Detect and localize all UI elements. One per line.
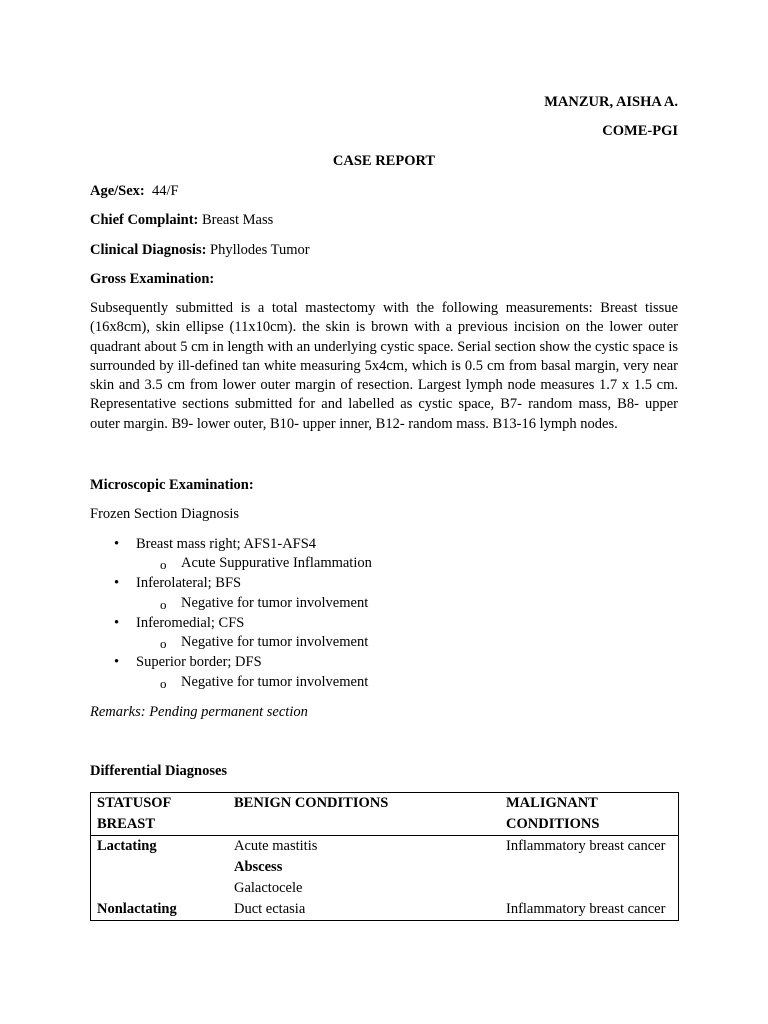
table-row [91,836,679,900]
bullet-icon: • [114,536,120,552]
bullet-icon: • [114,654,120,670]
program-label: COME-PGI [602,123,678,139]
status-cell: Lactating [97,838,157,854]
benign-cell [228,836,500,900]
malignant-cell: Inflammatory breast cancer [506,901,666,917]
benign-item: Acute mastitis [234,838,318,854]
sub-bullet-icon: o [160,676,167,691]
malignant-cell: Inflammatory breast cancer [506,838,666,854]
benign-item: Galactocele [234,880,303,896]
clinical-diagnosis-row [90,242,310,259]
sub-bullet-icon: o [160,597,167,612]
report-title: CASE REPORT [332,153,436,169]
age-sex-label: Age/Sex: [90,183,145,199]
bullet-icon: • [114,575,120,591]
list-subitem: Negative for tumor involvement [181,595,369,611]
gross-exam-heading: Gross Examination: [90,271,215,287]
frozen-section-heading: Frozen Section Diagnosis [90,506,240,522]
list-item: Inferomedial; CFS [136,615,245,631]
benign-cell [228,899,500,921]
list-subitem: Negative for tumor involvement [181,674,369,690]
chief-complaint-label: Chief Complaint: [90,212,199,228]
bullet-icon: • [114,615,120,631]
chief-complaint-row [90,212,273,229]
age-sex-row [90,183,179,200]
clinical-diagnosis-label: Clinical Diagnosis: [90,242,207,258]
column-header-status: STATUSOF BREAST [91,793,229,836]
sub-bullet-icon: o [160,557,167,572]
list-subitem: Acute Suppurative Inflammation [181,555,372,571]
chief-complaint-value: Breast Mass [201,212,274,228]
gross-exam-text: Subsequently submitted is a total mastectomy with the following measurements: Breast tissue (16x8cm), skin ellipse (11x10cm). the skin is brown with a previous incision on the lower outer quadrant about 5 cm in length with an underlying cystic space. Serial section show the cystic space is surrounded by ill-defined tan white measuring 5x4cm, which is 0.5 cm from basal margin, very near skin and 3.5 cm from lower outer margin of resection. Largest lymph node measures 1.7 x 1.5 cm. Representative sections submitted for and labelled as cystic space, B7- random mass, B8- upper outer margin. B9- lower outer, B10- upper inner, B12- random mass. B13-16 lymph nodes. [90,300,678,432]
remarks: Remarks: Pending permanent section [90,704,308,720]
sub-bullet-icon: o [160,636,167,651]
column-header-benign: BENIGN CONDITIONS [228,793,500,836]
clinical-diagnosis-value: Phyllodes Tumor [210,242,310,258]
list-item: Breast mass right; AFS1-AFS4 [136,536,317,552]
table-row [91,899,679,921]
micro-exam-heading: Microscopic Examination: [90,477,254,493]
benign-item: Abscess [234,859,283,875]
differential-table [90,792,679,921]
list-item: Inferolateral; BFS [136,575,242,591]
list-subitem: Negative for tumor involvement [181,634,369,650]
patient-name: MANZUR, AISHA A. [544,94,678,110]
benign-item: Duct ectasia [234,901,306,917]
list-item: Superior border; DFS [136,654,262,670]
age-sex-value: 44/F [152,183,179,199]
differential-heading: Differential Diagnoses [90,763,228,779]
status-cell: Nonlactating [97,901,177,917]
column-header-malignant: MALIGNANT CONDITIONS [500,793,679,836]
table-header-row [91,793,679,836]
